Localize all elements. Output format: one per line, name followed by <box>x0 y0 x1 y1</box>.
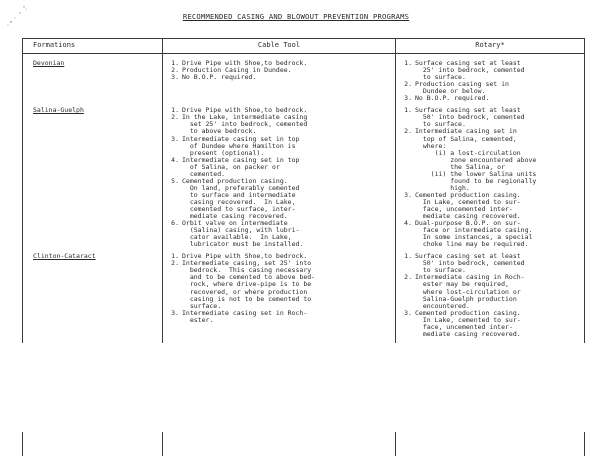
step-line: Production Casing in Dundee. <box>182 66 292 75</box>
step-line: zone encountered above <box>415 155 537 164</box>
list-item <box>400 192 582 220</box>
step-number: 4. <box>171 155 179 164</box>
step-line: mediate casing recovered. <box>182 212 288 221</box>
step-text <box>415 310 582 338</box>
rotary-cell <box>396 54 585 108</box>
step-text <box>415 95 582 102</box>
step-number: 1. <box>404 106 412 115</box>
step-line: Surface casing set at least <box>415 252 521 261</box>
list-item <box>167 114 393 135</box>
step-line: (ii) the lower Salina units <box>415 169 537 178</box>
step-line: the Salina, or <box>415 162 506 171</box>
step-line: high. <box>415 183 470 192</box>
table-border-continuation <box>22 432 23 456</box>
step-line: face or intermediate casing. <box>415 226 533 235</box>
step-line: to surface and intermediate <box>182 190 296 199</box>
step-text <box>182 260 393 309</box>
step-line: (Salina) casing, with lubri- <box>182 226 300 235</box>
step-line: Surface casing set at least <box>415 106 521 115</box>
step-line: 50' into bedrock, cemented <box>415 113 525 122</box>
step-text <box>415 60 582 81</box>
step-number: 2. <box>171 66 179 75</box>
step-number: 2. <box>171 259 179 268</box>
step-text <box>415 253 582 274</box>
steps-list <box>167 60 393 81</box>
step-line: Salina-Guelph production <box>415 294 517 303</box>
formation-name: Devonian <box>33 59 65 68</box>
step-line: casing recovered. In Lake, <box>182 197 296 206</box>
formation-cell <box>23 253 163 343</box>
step-line: Intermediate casing set in top <box>182 155 300 164</box>
list-item <box>400 220 582 248</box>
step-line: Intermediate casing, set 25' into <box>182 259 312 268</box>
step-number: 1. <box>404 59 412 68</box>
step-text <box>415 220 582 248</box>
step-line: 25' into bedrock, cemented <box>415 66 525 75</box>
step-line: set 25' into bedrock, cemented <box>182 120 308 129</box>
rotary-cell <box>396 253 585 343</box>
table-border-continuation <box>162 432 163 456</box>
step-line: cemented. <box>182 169 226 178</box>
list-item <box>167 157 393 178</box>
step-line: to surface. <box>415 266 466 275</box>
step-line: Cemented production casing. <box>182 176 288 185</box>
step-line: In Lake, cemented to sur- <box>415 197 521 206</box>
list-item <box>167 74 393 81</box>
steps-list <box>400 107 582 248</box>
step-line: of Salina, on packer or <box>182 162 280 171</box>
list-item <box>400 253 582 274</box>
step-text <box>182 74 393 81</box>
steps-list <box>400 253 582 338</box>
step-number: 1. <box>171 59 179 68</box>
step-line: lubricator must be installed. <box>182 240 304 249</box>
step-line: to surface. <box>415 120 466 129</box>
list-item <box>167 136 393 157</box>
step-line: of Dundee where Hamilton is <box>182 141 296 150</box>
table-border-continuation <box>584 432 585 456</box>
step-number: 2. <box>404 127 412 136</box>
step-line: Intermediate casing set in Roch- <box>182 308 308 317</box>
list-item <box>167 220 393 248</box>
step-line: bedrock. This casing necessary <box>182 266 312 275</box>
step-number: 1. <box>171 106 179 115</box>
table-border-continuation <box>395 432 396 456</box>
step-line: choke line may be required. <box>415 240 529 249</box>
step-line: face, uncemented inter- <box>415 322 513 331</box>
table-row <box>23 107 585 253</box>
list-item <box>167 260 393 309</box>
formation-name: Clinton-Cataract <box>33 252 96 261</box>
step-number: 2. <box>404 80 412 89</box>
step-line: to surface. <box>415 73 466 82</box>
step-line: cator available. In Lake, <box>182 233 292 242</box>
step-line: In the Lake, intermediate casing <box>182 113 308 122</box>
step-line: surface. <box>182 301 222 310</box>
step-text <box>182 310 393 324</box>
step-text <box>182 220 393 248</box>
step-number: 1. <box>171 252 179 261</box>
cable-tool-cell <box>163 253 396 343</box>
step-line: Surface casing set at least <box>415 59 521 68</box>
table-body <box>23 54 585 343</box>
document-title: RECOMMENDED CASING AND BLOWOUT PREVENTION PROGRAMS <box>182 12 410 21</box>
step-line: Intermediate casing set in top <box>182 134 300 143</box>
step-number: 2. <box>171 113 179 122</box>
step-line: face, uncemented inter- <box>415 204 513 213</box>
step-number: 3. <box>171 308 179 317</box>
step-line: Production casing set in <box>415 80 509 89</box>
step-line: present (optional). <box>182 148 265 157</box>
steps-list <box>167 253 393 323</box>
step-text <box>182 178 393 220</box>
rotary-cell <box>396 107 585 253</box>
table-row <box>23 54 585 108</box>
header-rotary: Rotary* <box>396 39 585 54</box>
step-line: On land, preferably cemented <box>182 183 300 192</box>
list-item <box>400 128 582 191</box>
step-text <box>415 274 582 309</box>
formation-cell <box>23 54 163 108</box>
step-line: found to be regionally <box>415 176 537 185</box>
header-formations: Formations <box>23 39 163 54</box>
step-number: 2. <box>404 273 412 282</box>
step-number: 1. <box>404 252 412 261</box>
step-line: Cemented production casing. <box>415 308 521 317</box>
step-line: In Lake, cemented to sur- <box>415 315 521 324</box>
table-row <box>23 253 585 343</box>
step-line: mediate casing recovered. <box>415 329 521 338</box>
step-line: Orbit valve on intermediate <box>182 219 288 228</box>
casing-program-table <box>22 38 585 343</box>
step-line: recovered, or where production <box>182 287 308 296</box>
step-text <box>415 192 582 220</box>
step-line: Dual-purpose B.O.P. on sur- <box>415 219 521 228</box>
step-line: rock, where drive-pipe is to be <box>182 280 312 289</box>
header-cable-tool: Cable Tool <box>163 39 396 54</box>
list-item <box>400 60 582 81</box>
step-line: ester. <box>182 315 214 324</box>
step-text <box>182 114 393 135</box>
step-line: ester may be required, <box>415 280 509 289</box>
step-line: In some instances, a special <box>415 233 533 242</box>
step-line: Intermediate casing set in <box>415 127 517 136</box>
cable-tool-cell <box>163 107 396 253</box>
formation-cell <box>23 107 163 253</box>
list-item <box>400 274 582 309</box>
step-line: where lost-circulation or <box>415 287 521 296</box>
step-line: where: <box>415 141 447 150</box>
table-header-row <box>23 39 585 54</box>
step-line: mediate casing recovered. <box>415 212 521 221</box>
formation-name: Salina-Guelph <box>33 106 84 115</box>
step-line: to above bedrock. <box>182 127 257 136</box>
step-number: 3. <box>404 190 412 199</box>
step-line: Dundee or below. <box>415 87 486 96</box>
steps-list <box>400 60 582 102</box>
step-text <box>415 81 582 95</box>
step-text <box>415 128 582 191</box>
step-text <box>182 157 393 178</box>
step-number: 3. <box>404 94 412 103</box>
list-item <box>400 107 582 128</box>
cable-tool-cell <box>163 54 396 108</box>
step-text <box>415 107 582 128</box>
steps-list <box>167 107 393 248</box>
step-line: casing is not to be cemented to <box>182 294 312 303</box>
step-line: (i) a lost-circulation <box>415 148 521 157</box>
step-number: 3. <box>171 73 179 82</box>
step-line: Cemented production casing. <box>415 190 521 199</box>
list-item <box>167 178 393 220</box>
list-item <box>400 95 582 102</box>
step-line: Drive Pipe with Shoe,to bedrock. <box>182 252 308 261</box>
step-line: Drive Pipe with Shoe,to bedrock. <box>182 106 308 115</box>
step-line: cemented to surface, inter- <box>182 204 296 213</box>
step-number: 3. <box>404 308 412 317</box>
step-number: 4. <box>404 219 412 228</box>
step-number: 6. <box>171 219 179 228</box>
step-text <box>182 136 393 157</box>
step-line: No B.O.P. required. <box>182 73 257 82</box>
list-item <box>400 81 582 95</box>
step-line: 50' into bedrock, cemented <box>415 259 525 268</box>
step-line: No B.O.P. required. <box>415 94 490 103</box>
step-line: Drive Pipe with Shoe,to bedrock. <box>182 59 308 68</box>
step-number: 5. <box>171 176 179 185</box>
step-line: encountered. <box>415 301 470 310</box>
step-line: top of Salina, cemented, <box>415 134 517 143</box>
list-item <box>400 310 582 338</box>
step-line: and to be cemented to above bed- <box>182 273 316 282</box>
list-item <box>167 310 393 324</box>
step-number: 3. <box>171 134 179 143</box>
step-line: Intermediate casing in Roch- <box>415 273 525 282</box>
